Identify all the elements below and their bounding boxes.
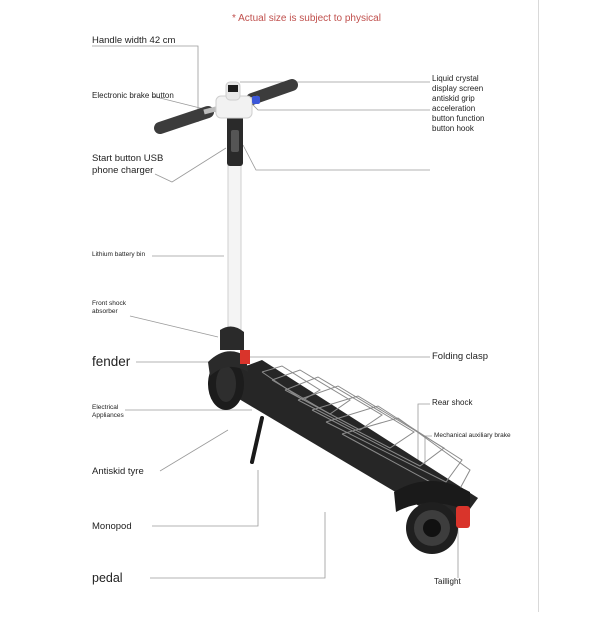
label-electrical: Electrical Appliances [92,404,124,420]
leader-handle-width [92,46,198,122]
label-fender: fender [92,354,131,369]
frame-border [538,0,539,612]
disclaimer-note: * Actual size is subject to physical [232,13,381,24]
label-pedal: pedal [92,571,123,585]
leader-monopod [152,470,258,526]
kickstand [252,418,262,462]
leader-tyre [160,430,228,471]
leader-grip [248,100,430,110]
lcd-screen-shape [228,85,238,92]
taillight-shape [456,506,470,528]
handlebar [160,82,292,128]
rear-wheel [394,481,470,554]
label-handle-width: Handle width 42 cm [92,35,176,46]
leader-front-shock [130,316,218,337]
label-start-button: Start button USB phone charger [92,153,164,176]
label-brake-button: Electronic brake button [92,91,174,100]
label-aux-brake: Mechanical auxiliary brake [434,432,511,439]
label-rear-shock: Rear shock [432,398,473,407]
label-folding-clasp: Folding clasp [432,351,488,362]
label-tyre: Antiskid tyre [92,466,144,477]
stem [220,112,244,350]
leader-pedal [150,512,325,578]
leader-hook [243,145,430,170]
label-lcd-group: Liquid crystal display screen antiskid grip acceleration button function button hook [432,74,485,133]
label-taillight: Taillight [434,577,461,586]
label-monopod: Monopod [92,521,132,532]
label-front-shock: Front shock absorber [92,300,126,316]
label-battery-bin: Lithium battery bin [92,251,146,258]
leader-start-button [155,148,226,182]
